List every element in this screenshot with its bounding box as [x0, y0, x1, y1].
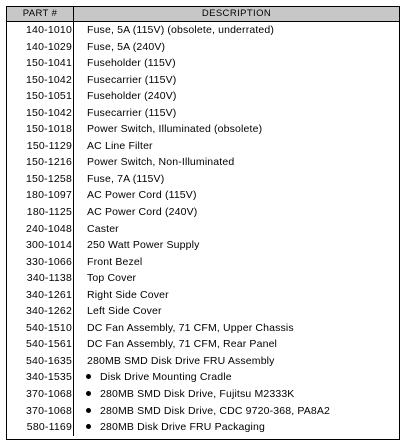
- part-number-cell: 150-1041: [7, 55, 74, 72]
- description-cell: [74, 121, 399, 138]
- description-cell: [74, 287, 399, 304]
- description-cell: [74, 72, 399, 89]
- header-part-number: PART #: [7, 7, 74, 21]
- parts-table: [6, 6, 400, 440]
- part-number-cell: 580-1169: [7, 419, 74, 436]
- table-row: [7, 221, 399, 238]
- description-text: Fuse, 5A (240V): [87, 40, 166, 53]
- description-text: Disk Drive Mounting Cradle: [100, 371, 232, 384]
- part-number-cell: 340-1535: [7, 369, 74, 386]
- part-number-cell: 150-1129: [7, 138, 74, 155]
- description-cell: [74, 353, 399, 370]
- table-header: [7, 7, 399, 22]
- description-cell: [74, 403, 399, 420]
- description-cell: [74, 39, 399, 56]
- part-number-cell: 180-1125: [7, 204, 74, 221]
- table-row: [7, 204, 399, 221]
- part-number-cell: 240-1048: [7, 221, 74, 238]
- table-row: [7, 22, 399, 39]
- table-row: [7, 237, 399, 254]
- part-number-cell: 340-1262: [7, 303, 74, 320]
- part-number-cell: 180-1097: [7, 187, 74, 204]
- description-cell: [74, 105, 399, 122]
- bullet-icon: [86, 391, 91, 396]
- table-row: [7, 105, 399, 122]
- description-text: AC Power Cord (240V): [87, 206, 198, 219]
- part-number-cell: 340-1138: [7, 270, 74, 287]
- description-cell: [74, 237, 399, 254]
- description-cell: [74, 221, 399, 238]
- part-number-cell: 540-1561: [7, 336, 74, 353]
- table-body: [7, 22, 399, 436]
- description-text: 250 Watt Power Supply: [87, 239, 200, 252]
- table-row: [7, 39, 399, 56]
- bullet-icon: [86, 374, 91, 379]
- part-number-cell: 540-1635: [7, 353, 74, 370]
- description-cell: [74, 187, 399, 204]
- description-text: Top Cover: [87, 272, 137, 285]
- bullet-icon: [86, 408, 91, 413]
- part-number-cell: 300-1014: [7, 237, 74, 254]
- table-row: [7, 403, 399, 420]
- description-text: Caster: [87, 222, 119, 235]
- part-number-cell: 140-1029: [7, 39, 74, 56]
- description-text: Power Switch, Illuminated (obsolete): [87, 123, 263, 136]
- description-text: 280MB Disk Drive FRU Packaging: [100, 421, 265, 434]
- part-number-cell: 150-1051: [7, 88, 74, 105]
- table-row: [7, 154, 399, 171]
- part-number-cell: 150-1042: [7, 72, 74, 89]
- description-text: Fusecarrier (115V): [87, 73, 177, 86]
- description-cell: [74, 320, 399, 337]
- part-number-cell: 540-1510: [7, 320, 74, 337]
- table-bottom-padding: [7, 436, 399, 439]
- description-cell: [74, 204, 399, 221]
- table-row: [7, 353, 399, 370]
- description-cell: [74, 55, 399, 72]
- description-cell: [74, 270, 399, 287]
- part-number-cell: 150-1216: [7, 154, 74, 171]
- description-cell: [74, 88, 399, 105]
- description-cell: [74, 138, 399, 155]
- part-number-cell: 150-1258: [7, 171, 74, 188]
- table-row: [7, 138, 399, 155]
- description-text: Left Side Cover: [87, 305, 162, 318]
- table-row: [7, 55, 399, 72]
- part-number-cell: 140-1010: [7, 22, 74, 39]
- table-row: [7, 171, 399, 188]
- description-cell: [74, 303, 399, 320]
- description-text: Fuse, 7A (115V): [87, 172, 165, 185]
- table-row: [7, 320, 399, 337]
- part-number-cell: 330-1066: [7, 254, 74, 271]
- table-row: [7, 254, 399, 271]
- description-text: Front Bezel: [87, 255, 143, 268]
- description-text: DC Fan Assembly, 71 CFM, Rear Panel: [87, 338, 278, 351]
- description-cell: [74, 171, 399, 188]
- table-row: [7, 121, 399, 138]
- description-cell: [74, 369, 399, 386]
- description-text: Right Side Cover: [87, 288, 169, 301]
- table-row: [7, 369, 399, 386]
- part-number-cell: 340-1261: [7, 287, 74, 304]
- description-cell: [74, 254, 399, 271]
- description-cell: [74, 336, 399, 353]
- table-row: [7, 187, 399, 204]
- description-text: Fuseholder (240V): [87, 90, 177, 103]
- description-text: Fuseholder (115V): [87, 57, 176, 70]
- description-cell: [74, 419, 399, 436]
- description-cell: [74, 22, 399, 39]
- part-number-cell: 150-1018: [7, 121, 74, 138]
- table-row: [7, 88, 399, 105]
- table-row: [7, 419, 399, 436]
- description-text: Power Switch, Non-Illuminated: [87, 156, 235, 169]
- description-text: Fuse, 5A (115V) (obsolete, underrated): [87, 24, 275, 36]
- table-row: [7, 270, 399, 287]
- description-text: Fusecarrier (115V): [87, 106, 177, 119]
- table-row: [7, 287, 399, 304]
- description-text: AC Line Filter: [87, 139, 153, 152]
- bullet-icon: [86, 424, 91, 429]
- description-text: AC Power Cord (115V): [87, 189, 197, 202]
- table-row: [7, 303, 399, 320]
- table-row: [7, 72, 399, 89]
- description-cell: [74, 386, 399, 403]
- part-number-cell: 370-1068: [7, 386, 74, 403]
- description-text: DC Fan Assembly, 71 CFM, Upper Chassis: [87, 321, 294, 334]
- part-number-cell: 370-1068: [7, 403, 74, 420]
- description-text: 280MB SMD Disk Drive, CDC 9720-368, PA8A2: [100, 404, 331, 417]
- description-text: 280MB SMD Disk Drive FRU Assembly: [87, 354, 275, 367]
- table-row: [7, 336, 399, 353]
- description-text: 280MB SMD Disk Drive, Fujitsu M2333K: [100, 388, 295, 401]
- part-number-cell: 150-1042: [7, 105, 74, 122]
- table-row: [7, 386, 399, 403]
- header-description: DESCRIPTION: [201, 8, 272, 19]
- description-cell: [74, 154, 399, 171]
